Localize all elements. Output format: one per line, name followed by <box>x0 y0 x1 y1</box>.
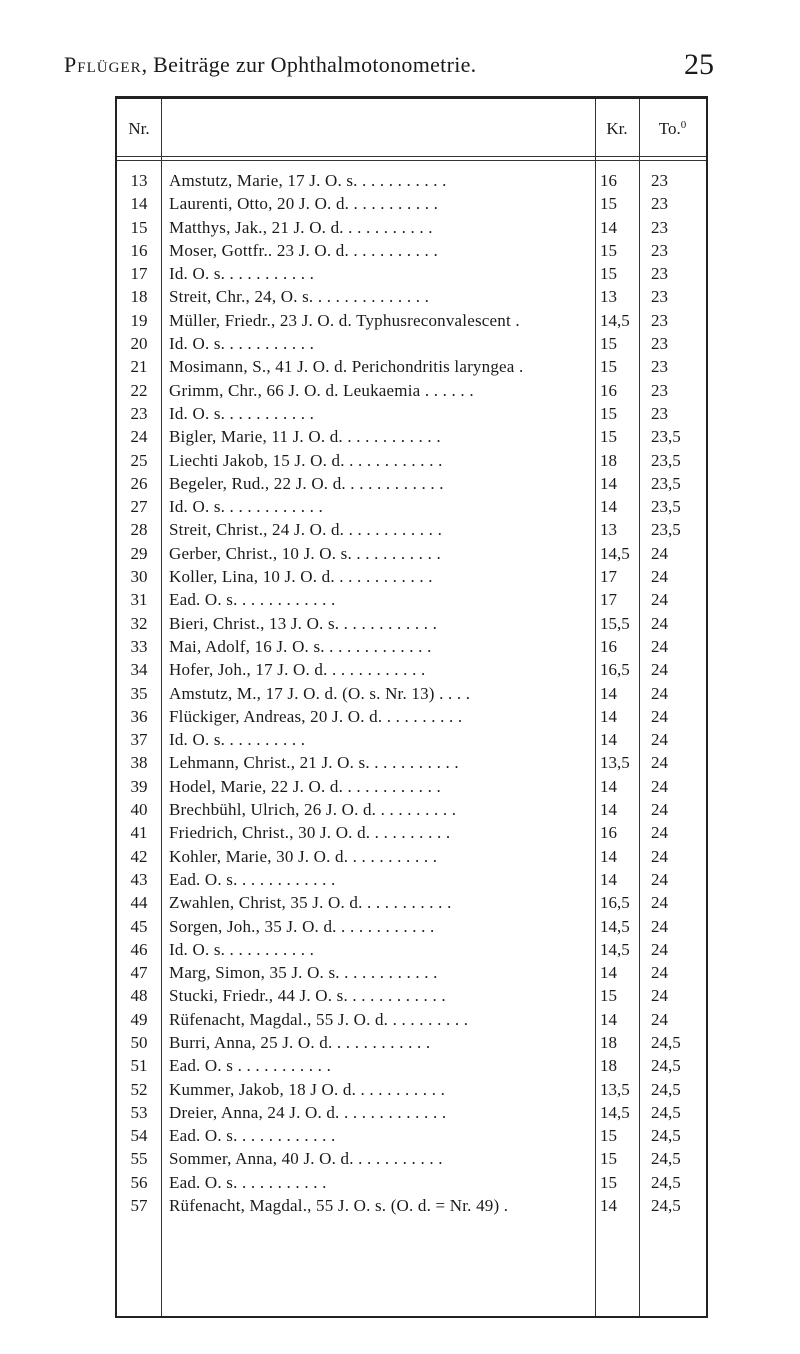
row-number: 47 <box>130 963 148 983</box>
row-number: 34 <box>130 660 148 680</box>
row-to-value: 24 <box>651 730 668 750</box>
row-number: 39 <box>130 776 148 796</box>
row-kr-value: 15 <box>600 194 617 214</box>
table-row <box>117 334 706 357</box>
row-number: 40 <box>130 800 148 820</box>
row-to-value: 24 <box>651 660 668 680</box>
row-to-value: 24 <box>651 893 668 913</box>
table-row <box>117 1126 706 1149</box>
row-number: 20 <box>130 334 148 354</box>
table-row <box>117 241 706 264</box>
row-kr-value: 18 <box>600 1056 617 1076</box>
row-kr-value: 14,5 <box>600 1102 630 1122</box>
table-row <box>117 357 706 380</box>
row-number: 27 <box>130 497 148 517</box>
row-description: Kummer, Jakob, 18 J O. d. . . . . . . . . . . <box>169 1079 446 1099</box>
row-to-value: 24 <box>651 823 668 843</box>
row-kr-value: 14 <box>600 846 617 866</box>
column-header-kr: Kr. <box>606 119 628 138</box>
row-number: 42 <box>130 846 148 866</box>
row-number: 23 <box>130 403 148 423</box>
row-description: Bigler, Marie, 11 J. O. d. . . . . . . . . . . . <box>169 427 441 447</box>
row-kr-value: 14,5 <box>600 543 630 563</box>
row-number: 50 <box>130 1032 148 1052</box>
row-kr-value: 15 <box>600 403 617 423</box>
table-row <box>117 497 706 520</box>
row-kr-value: 13,5 <box>600 1079 630 1099</box>
row-kr-value: 14 <box>600 473 617 493</box>
row-description: Mosimann, S., 41 J. O. d. Perichondritis laryngea . <box>169 357 524 377</box>
table-row <box>117 194 706 217</box>
row-number: 52 <box>130 1079 148 1099</box>
table-body <box>117 171 706 1219</box>
row-kr-value: 15 <box>600 1126 617 1146</box>
row-to-value: 24,5 <box>651 1102 681 1122</box>
row-number: 46 <box>130 939 148 959</box>
row-description: Brechbühl, Ulrich, 26 J. O. d. . . . . . . . . . <box>169 800 457 820</box>
table-row <box>117 311 706 334</box>
row-description: Dreier, Anna, 24 J. O. d. . . . . . . . . . . . . <box>169 1102 447 1122</box>
row-description: Koller, Lina, 10 J. O. d. . . . . . . . . . . . <box>169 567 433 587</box>
table-row <box>117 660 706 683</box>
row-description: Mai, Adolf, 16 J. O. s. . . . . . . . . . . . . <box>169 636 432 656</box>
row-kr-value: 16 <box>600 823 617 843</box>
table-row <box>117 1056 706 1079</box>
measurement-table <box>115 96 708 1318</box>
row-to-value: 23,5 <box>651 497 681 517</box>
table-row <box>117 567 706 590</box>
row-kr-value: 15 <box>600 427 617 447</box>
table-row <box>117 753 706 776</box>
row-kr-value: 14 <box>600 730 617 750</box>
table-row <box>117 404 706 427</box>
row-number: 21 <box>130 357 148 377</box>
table-row <box>117 637 706 660</box>
row-description: Liechti Jakob, 15 J. O. d. . . . . . . . . . . . <box>169 450 443 470</box>
row-to-value: 23,5 <box>651 520 681 540</box>
row-kr-value: 14,5 <box>600 310 630 330</box>
row-to-value: 23,5 <box>651 450 681 470</box>
row-kr-value: 16 <box>600 171 617 190</box>
row-to-value: 23 <box>651 171 668 190</box>
row-kr-value: 14,5 <box>600 916 630 936</box>
row-description: Grimm, Chr., 66 J. O. d. Leukaemia . . . . . . <box>169 380 474 400</box>
row-description: Ead. O. s. . . . . . . . . . . . <box>169 590 336 610</box>
row-to-value: 23 <box>651 403 668 423</box>
row-kr-value: 16 <box>600 380 617 400</box>
degree-superscript: 0 <box>680 119 687 131</box>
row-description: Amstutz, M., 17 J. O. d. (O. s. Nr. 13) . . . . <box>169 683 471 703</box>
row-description: Laurenti, Otto, 20 J. O. d. . . . . . . . . . . <box>169 194 439 214</box>
row-kr-value: 15 <box>600 334 617 354</box>
row-description: Matthys, Jak., 21 J. O. d. . . . . . . . . . . <box>169 217 433 237</box>
column-header-to-label: To. <box>658 119 681 138</box>
row-to-value: 23 <box>651 264 668 284</box>
table-row <box>117 917 706 940</box>
row-number: 38 <box>130 753 148 773</box>
row-description: Marg, Simon, 35 J. O. s. . . . . . . . . . . . <box>169 963 438 983</box>
table-row <box>117 1010 706 1033</box>
row-number: 32 <box>130 613 148 633</box>
table-row <box>117 1196 706 1219</box>
row-number: 36 <box>130 706 148 726</box>
row-kr-value: 15 <box>600 357 617 377</box>
row-to-value: 24 <box>651 1009 668 1029</box>
row-number: 37 <box>130 730 148 750</box>
table-row <box>117 520 706 543</box>
row-number: 28 <box>130 520 148 540</box>
row-number: 55 <box>130 1149 148 1169</box>
row-description: Rüfenacht, Magdal., 55 J. O. s. (O. d. = Nr. 49) . <box>169 1196 509 1216</box>
row-number: 30 <box>130 567 148 587</box>
row-kr-value: 16,5 <box>600 893 630 913</box>
table-row <box>117 474 706 497</box>
table-row <box>117 823 706 846</box>
row-to-value: 24,5 <box>651 1056 681 1076</box>
row-number: 26 <box>130 473 148 493</box>
table-row <box>117 427 706 450</box>
row-description: Burri, Anna, 25 J. O. d. . . . . . . . . . . . <box>169 1032 431 1052</box>
row-to-value: 23,5 <box>651 473 681 493</box>
row-kr-value: 15 <box>600 1172 617 1192</box>
row-kr-value: 14 <box>600 683 617 703</box>
row-number: 43 <box>130 869 148 889</box>
row-description: Ead. O. s. . . . . . . . . . . . <box>169 1126 336 1146</box>
table-row <box>117 963 706 986</box>
row-description: Lehmann, Christ., 21 J. O. s. . . . . . . . . . . <box>169 753 459 773</box>
row-kr-value: 16 <box>600 636 617 656</box>
table-row <box>117 1103 706 1126</box>
row-to-value: 24 <box>651 776 668 796</box>
row-description: Streit, Christ., 24 J. O. d. . . . . . . . . . . . <box>169 520 443 540</box>
table-row <box>117 1173 706 1196</box>
row-kr-value: 13 <box>600 520 617 540</box>
table-row <box>117 893 706 916</box>
row-number: 13 <box>130 171 148 190</box>
row-description: Amstutz, Marie, 17 J. O. s. . . . . . . . . . . <box>169 171 447 190</box>
row-number: 29 <box>130 543 148 563</box>
row-to-value: 23 <box>651 310 668 330</box>
row-kr-value: 15 <box>600 264 617 284</box>
row-number: 17 <box>130 264 148 284</box>
row-kr-value: 17 <box>600 567 617 587</box>
table-row <box>117 218 706 241</box>
row-to-value: 24 <box>651 613 668 633</box>
column-header-nr: Nr. <box>128 119 150 138</box>
row-number: 54 <box>130 1126 148 1146</box>
row-kr-value: 13,5 <box>600 753 630 773</box>
running-header <box>64 48 714 82</box>
row-description: Id. O. s. . . . . . . . . . . <box>169 264 315 284</box>
row-to-value: 23 <box>651 287 668 307</box>
row-kr-value: 18 <box>600 1032 617 1052</box>
row-description: Müller, Friedr., 23 J. O. d. Typhusreconvalescent . <box>169 310 520 330</box>
row-description: Id. O. s. . . . . . . . . . . <box>169 334 315 354</box>
table-row <box>117 264 706 287</box>
row-description: Bieri, Christ., 13 J. O. s. . . . . . . . . . . . <box>169 613 438 633</box>
table-row <box>117 614 706 637</box>
column-header-to <box>639 119 706 176</box>
row-to-value: 24,5 <box>651 1032 681 1052</box>
row-to-value: 23 <box>651 380 668 400</box>
row-number: 45 <box>130 916 148 936</box>
table-row <box>117 986 706 1009</box>
row-description: Id. O. s. . . . . . . . . . . <box>169 939 315 959</box>
row-kr-value: 14 <box>600 963 617 983</box>
row-number: 56 <box>130 1172 148 1192</box>
row-description: Moser, Gottfr.. 23 J. O. d. . . . . . . . . . . <box>169 240 438 260</box>
row-number: 16 <box>130 240 148 260</box>
table-row <box>117 1033 706 1056</box>
table-row <box>117 451 706 474</box>
row-kr-value: 14,5 <box>600 939 630 959</box>
row-to-value: 24,5 <box>651 1079 681 1099</box>
row-number: 18 <box>130 287 148 307</box>
row-number: 35 <box>130 683 148 703</box>
row-number: 14 <box>130 194 148 214</box>
table-row <box>117 590 706 613</box>
article-title: , Beiträge zur Ophthalmotonometrie. <box>141 52 477 77</box>
row-kr-value: 18 <box>600 450 617 470</box>
row-description: Ead. O. s . . . . . . . . . . . <box>169 1056 332 1076</box>
row-description: Sommer, Anna, 40 J. O. d. . . . . . . . . . . <box>169 1149 443 1169</box>
row-kr-value: 14 <box>600 776 617 796</box>
row-to-value: 24,5 <box>651 1196 681 1216</box>
table-row <box>117 870 706 893</box>
table-row <box>117 707 706 730</box>
row-number: 19 <box>130 310 148 330</box>
row-kr-value: 14 <box>600 706 617 726</box>
row-to-value: 24 <box>651 869 668 889</box>
row-description: Friedrich, Christ., 30 J. O. d. . . . . . . . . . <box>169 823 451 843</box>
row-to-value: 24,5 <box>651 1149 681 1169</box>
row-description: Streit, Chr., 24, O. s. . . . . . . . . . . . . . <box>169 287 430 307</box>
row-description: Flückiger, Andreas, 20 J. O. d. . . . . . . . . . <box>169 706 463 726</box>
row-number: 51 <box>130 1056 148 1076</box>
page-number: 25 <box>684 48 714 81</box>
table-row <box>117 287 706 310</box>
row-description: Hodel, Marie, 22 J. O. d. . . . . . . . . . . . <box>169 776 441 796</box>
row-number: 44 <box>130 893 148 913</box>
row-kr-value: 14 <box>600 497 617 517</box>
row-description: Stucki, Friedr., 44 J. O. s. . . . . . . . . . . . <box>169 986 446 1006</box>
row-number: 22 <box>130 380 148 400</box>
row-to-value: 24 <box>651 683 668 703</box>
row-to-value: 23 <box>651 357 668 377</box>
row-kr-value: 15,5 <box>600 613 630 633</box>
row-number: 33 <box>130 636 148 656</box>
author-name: Pflüger <box>64 52 142 77</box>
row-number: 53 <box>130 1102 148 1122</box>
row-kr-value: 14 <box>600 1196 617 1216</box>
row-to-value: 23 <box>651 334 668 354</box>
row-to-value: 23 <box>651 194 668 214</box>
row-kr-value: 15 <box>600 986 617 1006</box>
table-row <box>117 1080 706 1103</box>
row-kr-value: 16,5 <box>600 660 630 680</box>
row-number: 15 <box>130 217 148 237</box>
table-row <box>117 544 706 567</box>
row-description: Sorgen, Joh., 35 J. O. d. . . . . . . . . . . . <box>169 916 435 936</box>
row-to-value: 23,5 <box>651 427 681 447</box>
row-number: 48 <box>130 986 148 1006</box>
row-to-value: 24 <box>651 986 668 1006</box>
row-description: Id. O. s. . . . . . . . . . . <box>169 403 315 423</box>
row-description: Hofer, Joh., 17 J. O. d. . . . . . . . . . . . <box>169 660 426 680</box>
row-kr-value: 14 <box>600 869 617 889</box>
row-description: Ead. O. s. . . . . . . . . . . . <box>169 869 336 889</box>
table-row <box>117 1149 706 1172</box>
row-kr-value: 15 <box>600 1149 617 1169</box>
row-kr-value: 17 <box>600 590 617 610</box>
table-row <box>117 800 706 823</box>
table-row <box>117 730 706 753</box>
row-description: Begeler, Rud., 22 J. O. d. . . . . . . . . . . . <box>169 473 444 493</box>
row-number: 49 <box>130 1009 148 1029</box>
row-kr-value: 14 <box>600 800 617 820</box>
row-kr-value: 14 <box>600 217 617 237</box>
table-row <box>117 940 706 963</box>
row-description: Rüfenacht, Magdal., 55 J. O. d. . . . . . . . . . <box>169 1009 469 1029</box>
row-description: Id. O. s. . . . . . . . . . . . <box>169 497 324 517</box>
row-to-value: 24 <box>651 846 668 866</box>
row-to-value: 23 <box>651 240 668 260</box>
row-to-value: 24 <box>651 706 668 726</box>
row-number: 57 <box>130 1196 148 1216</box>
row-description: Kohler, Marie, 30 J. O. d. . . . . . . . . . . <box>169 846 438 866</box>
table-row <box>117 847 706 870</box>
row-number: 31 <box>130 590 148 610</box>
row-number: 41 <box>130 823 148 843</box>
row-number: 24 <box>130 427 148 447</box>
row-description: Ead. O. s. . . . . . . . . . . <box>169 1172 327 1192</box>
row-to-value: 24 <box>651 753 668 773</box>
row-kr-value: 14 <box>600 1009 617 1029</box>
table-row <box>117 171 706 194</box>
row-to-value: 24 <box>651 800 668 820</box>
row-to-value: 24 <box>651 939 668 959</box>
row-description: Zwahlen, Christ, 35 J. O. d. . . . . . . . . . . <box>169 893 452 913</box>
table-row <box>117 777 706 800</box>
running-title <box>64 52 476 78</box>
row-to-value: 23 <box>651 217 668 237</box>
row-to-value: 24 <box>651 543 668 563</box>
row-description: Id. O. s. . . . . . . . . . <box>169 730 306 750</box>
row-to-value: 24 <box>651 636 668 656</box>
row-to-value: 24,5 <box>651 1126 681 1146</box>
row-to-value: 24 <box>651 963 668 983</box>
row-to-value: 24 <box>651 916 668 936</box>
table-row <box>117 684 706 707</box>
row-to-value: 24 <box>651 590 668 610</box>
row-number: 25 <box>130 450 148 470</box>
row-kr-value: 13 <box>600 287 617 307</box>
row-to-value: 24,5 <box>651 1172 681 1192</box>
table-row <box>117 381 706 404</box>
row-to-value: 24 <box>651 567 668 587</box>
row-kr-value: 15 <box>600 240 617 260</box>
row-description: Gerber, Christ., 10 J. O. s. . . . . . . . . . . <box>169 543 441 563</box>
